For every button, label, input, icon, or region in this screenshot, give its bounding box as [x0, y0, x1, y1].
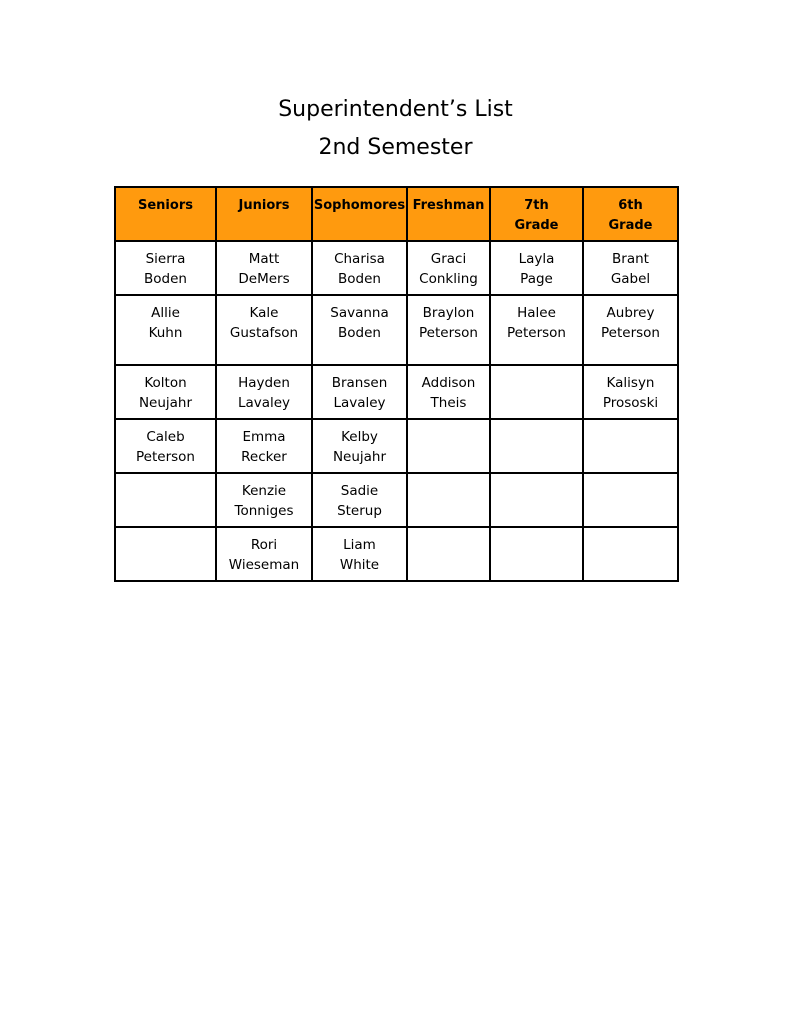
- cell-line: Wieseman: [228, 557, 300, 573]
- table-cell: [115, 241, 216, 295]
- table-cell: [216, 295, 312, 365]
- table-cell: [312, 295, 407, 365]
- cell-line: Sierra: [145, 251, 186, 267]
- table-cell: [407, 473, 490, 527]
- table-cell: [490, 473, 583, 527]
- cell-line: White: [339, 557, 380, 573]
- table-cell: [115, 527, 216, 581]
- cell-line: Recker: [241, 449, 287, 465]
- cell-line: Page: [520, 271, 553, 287]
- cell-line: Grade: [608, 218, 653, 233]
- table-cell: [583, 419, 678, 473]
- table-cell: [407, 527, 490, 581]
- table-cell: [583, 473, 678, 527]
- table-cell: [490, 241, 583, 295]
- cell-line: Tonniges: [234, 503, 294, 519]
- cell-line: Kelby: [341, 429, 378, 445]
- table-row: [115, 295, 678, 365]
- table-cell: [216, 419, 312, 473]
- cell-line: Liam: [343, 537, 376, 553]
- cell-line: Lavaley: [333, 395, 386, 411]
- table-cell: [490, 365, 583, 419]
- cell-line: Conkling: [419, 271, 478, 287]
- cell-line: Freshman: [412, 198, 485, 213]
- table-header: [115, 187, 678, 241]
- cell-line: Kalisyn: [606, 375, 655, 391]
- cell-line: Allie: [151, 305, 180, 321]
- table-row: [115, 527, 678, 581]
- table-cell: [216, 527, 312, 581]
- cell-line: Kenzie: [241, 483, 287, 499]
- cell-line: Boden: [338, 325, 381, 341]
- table-cell: [490, 419, 583, 473]
- table-row: [115, 473, 678, 527]
- column-header: [490, 187, 583, 241]
- page-subtitle: 2nd Semester: [318, 135, 473, 160]
- table-row: [115, 419, 678, 473]
- table-cell: [583, 241, 678, 295]
- cell-line: Prososki: [602, 395, 659, 411]
- cell-line: Graci: [430, 251, 467, 267]
- cell-line: 7th: [524, 198, 549, 213]
- cell-line: Lavaley: [237, 395, 291, 411]
- cell-line: Kale: [249, 305, 279, 321]
- cell-line: Peterson: [419, 325, 478, 341]
- cell-line: Savanna: [330, 305, 389, 321]
- cell-line: DeMers: [238, 271, 290, 287]
- cell-line: Grade: [514, 218, 559, 233]
- table-cell: [115, 419, 216, 473]
- cell-line: Rori: [250, 537, 278, 553]
- cell-line: Peterson: [601, 325, 660, 341]
- table-cell: [216, 473, 312, 527]
- cell-line: Neujahr: [138, 395, 193, 411]
- cell-line: Sterup: [337, 503, 382, 519]
- table-cell: [312, 365, 407, 419]
- cell-line: Seniors: [138, 198, 193, 213]
- table-cell: [115, 473, 216, 527]
- table-cell: [490, 527, 583, 581]
- cell-line: Emma: [242, 429, 286, 445]
- cell-line: Charisa: [334, 251, 385, 267]
- table-row: [115, 241, 678, 295]
- cell-line: Theis: [430, 395, 467, 411]
- table-cell: [115, 365, 216, 419]
- table-cell: [490, 295, 583, 365]
- table-row: [115, 365, 678, 419]
- table-cell: [115, 295, 216, 365]
- table-cell: [216, 241, 312, 295]
- column-header: [115, 187, 216, 241]
- cell-line: Sadie: [340, 483, 379, 499]
- table-cell: [216, 365, 312, 419]
- cell-line: Neujahr: [332, 449, 387, 465]
- table-cell: [583, 295, 678, 365]
- table-cell: [407, 365, 490, 419]
- cell-line: Matt: [248, 251, 280, 267]
- column-header: [407, 187, 490, 241]
- cell-line: Addison: [421, 375, 476, 391]
- cell-line: Sophomores: [313, 198, 406, 213]
- cell-line: Halee: [517, 305, 556, 321]
- cell-line: Peterson: [136, 449, 195, 465]
- cell-line: Juniors: [238, 198, 290, 213]
- cell-line: Kolton: [144, 375, 187, 391]
- cell-line: Gabel: [610, 271, 651, 287]
- cell-line: Boden: [144, 271, 187, 287]
- cell-line: Hayden: [238, 375, 290, 391]
- table-body: [115, 241, 678, 581]
- table-cell: [312, 419, 407, 473]
- table-cell: [583, 527, 678, 581]
- table-cell: [407, 295, 490, 365]
- cell-line: Aubrey: [606, 305, 655, 321]
- table-cell: [312, 473, 407, 527]
- cell-line: Layla: [518, 251, 555, 267]
- table-header-row: [115, 187, 678, 241]
- table-cell: [312, 241, 407, 295]
- cell-line: Braylon: [422, 305, 475, 321]
- cell-line: Peterson: [507, 325, 566, 341]
- column-header: [312, 187, 407, 241]
- cell-line: Brant: [612, 251, 649, 267]
- honor-roll-table: [114, 186, 679, 582]
- cell-line: Gustafson: [229, 325, 299, 341]
- column-header: [216, 187, 312, 241]
- cell-line: Kuhn: [148, 325, 183, 341]
- column-header: [583, 187, 678, 241]
- table-cell: [407, 241, 490, 295]
- table-cell: [583, 365, 678, 419]
- cell-line: Boden: [338, 271, 381, 287]
- table-cell: [312, 527, 407, 581]
- table-cell: [407, 419, 490, 473]
- cell-line: Caleb: [146, 429, 185, 445]
- page-title: Superintendent’s List: [278, 97, 513, 122]
- cell-line: Bransen: [331, 375, 388, 391]
- cell-line: 6th: [618, 198, 643, 213]
